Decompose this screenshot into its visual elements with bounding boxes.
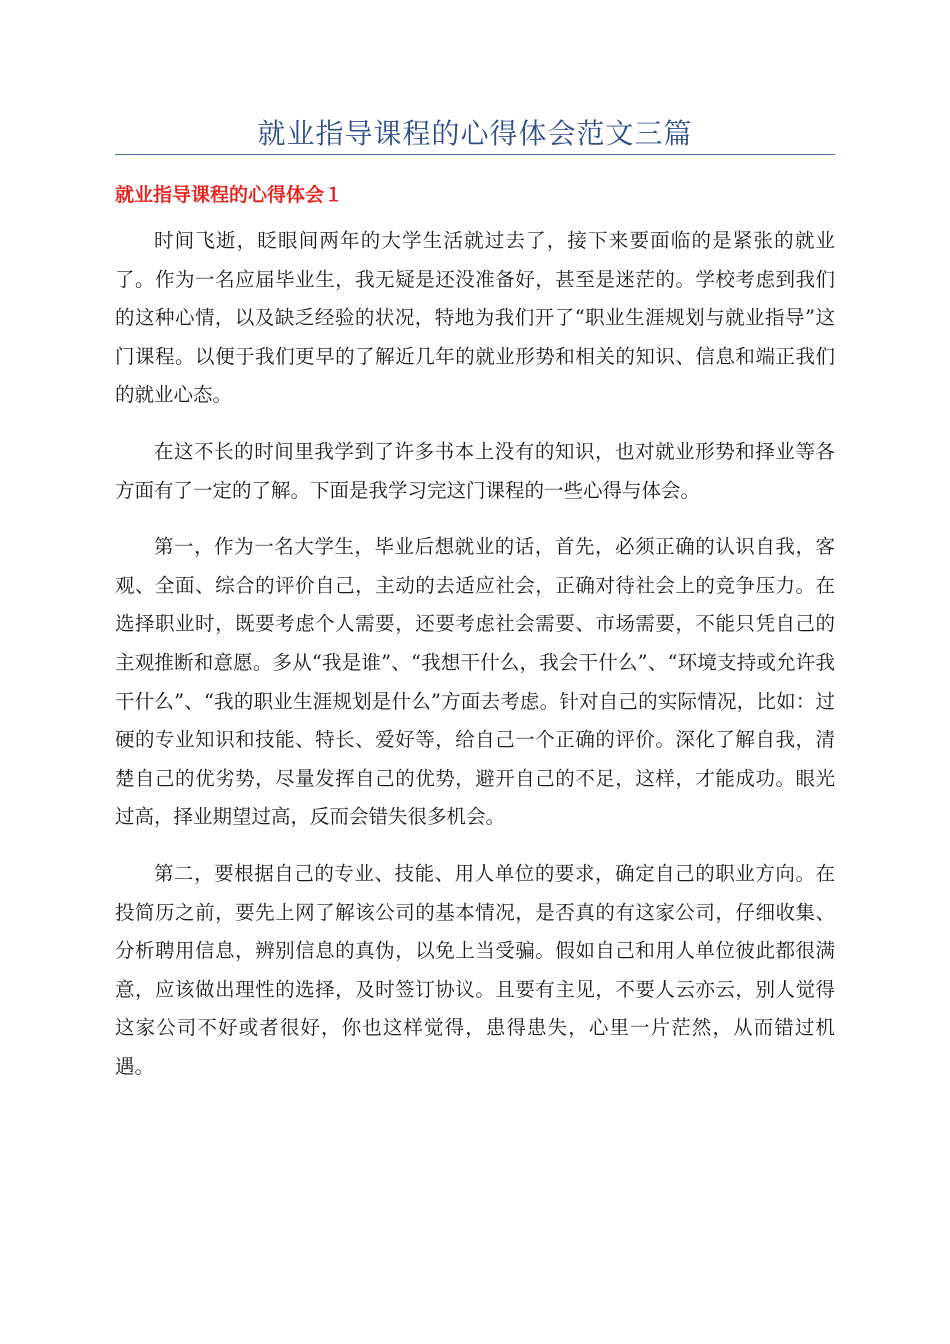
body-text (115, 222, 835, 1104)
section-heading: 就业指导课程的心得体会１ (115, 184, 344, 206)
document-title: 就业指导课程的心得体会范文三篇 (257, 117, 693, 150)
paragraph-3: 第一，作为一名大学生，毕业后想就业的话，首先，必须正确的认识自我，客观、全面、综合的评价自己，主动的去适应社会，正确对待社会上的竞争压力。在选择职业时，既要考虑个人需要，还要考虑社会需要、市场需要，不能只凭自己的主观推断和意愿。多从“我是谁”、“我想干什么，我会干什么”、“环境支持或允许我干什么”、“我的职业生涯规划是什么”方面去考虑。针对自己的实际情况，比如：过硬的专业知识和技能、特长、爱好等，给自己一个正确的评价。深化了解自我，清楚自己的优劣势，尽量发挥自己的优势，避开自己的不足，这样，才能成功。眼光过高，择业期望过高，反而会错失很多机会。 (115, 535, 835, 829)
paragraph-4: 第二，要根据自己的专业、技能、用人单位的要求，确定自己的职业方向。在投简历之前，要先上网了解该公司的基本情况，是否真的有这家公司，仔细收集、分析聘用信息，辨别信息的真伪，以免上当受骗。假如自己和用人单位彼此都很满意，应该做出理性的选择，及时签订协议。且要有主见，不要人云亦云，别人觉得这家公司不好或者很好，你也这样觉得，患得患失，心里一片茫然，从而错过机遇。 (115, 861, 835, 1078)
title-underline (115, 154, 835, 155)
paragraph-1: 时间飞逝，眨眼间两年的大学生活就过去了，接下来要面临的是紧张的就业了。作为一名应届毕业生，我无疑是还没准备好，甚至是迷茫的。学校考虑到我们的这种心情，以及缺乏经验的状况，特地为我们开了“职业生涯规划与就业指导”这门课程。以便于我们更早的了解近几年的就业形势和相关的知识、信息和端正我们的就业心态。 (115, 229, 835, 407)
paragraph-2: 在这不长的时间里我学到了许多书本上没有的知识，也对就业形势和择业等各方面有了一定的了解。下面是我学习完这门课程的一些心得与体会。 (115, 439, 835, 502)
